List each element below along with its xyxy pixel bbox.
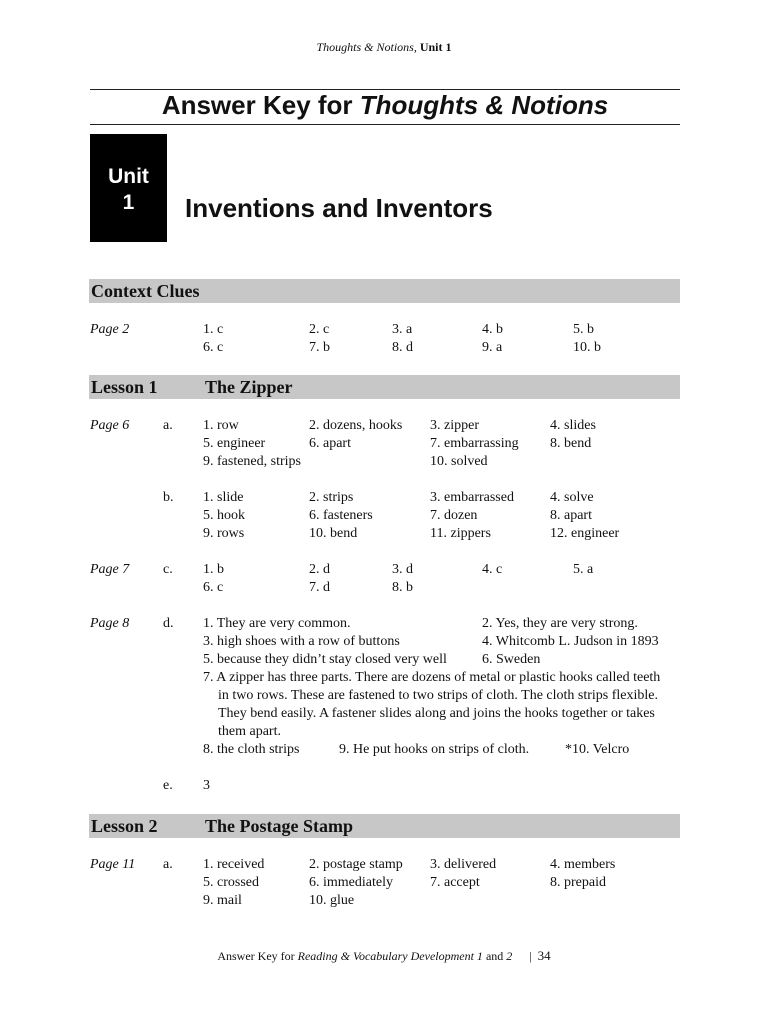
answer: 5. because they didn’t stay closed very well [203, 652, 447, 667]
page-ref: Page 2 [90, 322, 130, 337]
answer: 1. row [203, 418, 239, 433]
answer: 9. fastened, strips [203, 454, 301, 469]
answer: 6. Sweden [482, 652, 541, 667]
answer: 10. bend [309, 526, 358, 541]
answer: 7. dozen [430, 508, 478, 523]
lesson-title: The Zipper [205, 377, 293, 397]
exercise-letter: a. [163, 857, 173, 872]
answer: 3. zipper [430, 418, 479, 433]
answer: 5. hook [203, 508, 245, 523]
page-ref: Page 8 [90, 616, 130, 631]
answer: 1. received [203, 857, 265, 872]
lesson-label: Lesson 2 [91, 816, 158, 836]
answer: 4. Whitcomb L. Judson in 1893 [482, 634, 659, 649]
running-header-book: Thoughts & Notions, [316, 40, 417, 54]
answer: 7. b [309, 340, 330, 355]
answer: 3. high shoes with a row of buttons [203, 634, 400, 649]
unit-badge-label: Unit [108, 165, 149, 188]
answer: 5. engineer [203, 436, 266, 451]
answer: 6. c [203, 580, 224, 595]
answer: 1. c [203, 322, 224, 337]
answer: 3. delivered [430, 857, 497, 872]
answer: 6. immediately [309, 875, 393, 890]
answer-continued: They bend easily. A fastener slides along and joins the hooks together or takes [218, 706, 655, 721]
answer: 4. b [482, 322, 503, 337]
answer: 4. slides [550, 418, 596, 433]
footer-book: Reading & Vocabulary Development 1 [297, 949, 483, 963]
answer: 5. crossed [203, 875, 259, 890]
lesson-title: The Postage Stamp [205, 816, 353, 836]
answer: 2. d [309, 562, 330, 577]
answer: 8. apart [550, 508, 592, 523]
page-footer [0, 948, 768, 964]
answer: 8. prepaid [550, 875, 606, 890]
answer: 9. mail [203, 893, 242, 908]
answer: 3. a [392, 322, 413, 337]
answer: 7. A zipper has three parts. There are dozens of metal or plastic hooks called teeth [203, 670, 661, 685]
page-ref: Page 7 [90, 562, 130, 577]
title-bottom-rule [90, 124, 680, 125]
answer: 9. rows [203, 526, 245, 541]
page-title-book: Thoughts & Notions [359, 90, 609, 120]
answer: 9. a [482, 340, 503, 355]
answer: 4. solve [550, 490, 594, 505]
answer: 2. dozens, hooks [309, 418, 403, 433]
exercise-letter: e. [163, 778, 173, 793]
answer: 2. postage stamp [309, 857, 403, 872]
answer: 6. apart [309, 436, 351, 451]
footer-book-number: 2 [506, 949, 513, 963]
exercise-letter: c. [163, 562, 173, 577]
answer: 1. b [203, 562, 224, 577]
exercise-letter: b. [163, 490, 174, 505]
answer: 5. b [573, 322, 594, 337]
answer: 6. fasteners [309, 508, 373, 523]
answer: 10. glue [309, 893, 355, 908]
answer: 3. d [392, 562, 413, 577]
answer: *10. Velcro [565, 742, 630, 757]
lesson-label: Lesson 1 [91, 377, 158, 397]
section-bar-lesson-2 [89, 814, 680, 838]
page-title-prefix: Answer Key for [161, 90, 360, 120]
answer: 2. c [309, 322, 330, 337]
unit-badge [90, 134, 167, 242]
answer: 5. a [573, 562, 594, 577]
answer: 8. bend [550, 436, 592, 451]
answer: 10. b [573, 340, 601, 355]
answer: 3 [203, 778, 210, 793]
answer: 9. He put hooks on strips of cloth. [339, 742, 530, 757]
answer: 2. strips [309, 490, 354, 505]
answer: 3. embarrassed [430, 490, 514, 505]
answer: 11. zippers [430, 526, 491, 541]
answer-continued: them apart. [218, 724, 281, 739]
unit-badge-number: 1 [122, 191, 135, 214]
answer: 10. solved [430, 454, 488, 469]
answer: 2. Yes, they are very strong. [482, 616, 638, 631]
section-heading: Context Clues [91, 281, 200, 301]
answer: 4. c [482, 562, 503, 577]
section-bar-lesson-1 [89, 375, 680, 399]
exercise-letter: d. [163, 616, 174, 631]
page-ref: Page 6 [90, 418, 130, 433]
answer: 7. d [309, 580, 330, 595]
page-title [90, 90, 680, 121]
answer: 7. embarrassing [430, 436, 519, 451]
footer-and: and [482, 949, 507, 963]
answer: 1. slide [203, 490, 244, 505]
page-ref: Page 11 [90, 857, 136, 872]
answer: 1. They are very common. [203, 616, 351, 631]
running-header [0, 40, 768, 55]
answer: 8. b [392, 580, 413, 595]
answer-continued: in two rows. These are fastened to two strips of cloth. The cloth strips flexible. [218, 688, 659, 703]
section-bar-context-clues [89, 279, 680, 303]
answer: 4. members [550, 857, 616, 872]
unit-title: Inventions and Inventors [185, 193, 493, 223]
footer-separator: | [529, 949, 532, 963]
exercise-letter: a. [163, 418, 173, 433]
answer: 8. d [392, 340, 413, 355]
answer: 12. engineer [550, 526, 620, 541]
answer: 7. accept [430, 875, 480, 890]
answer: 8. the cloth strips [203, 742, 300, 757]
footer-prefix: Answer Key for [217, 949, 298, 963]
page-number: 34 [537, 948, 551, 963]
running-header-unit: Unit 1 [416, 40, 452, 54]
answer: 6. c [203, 340, 224, 355]
